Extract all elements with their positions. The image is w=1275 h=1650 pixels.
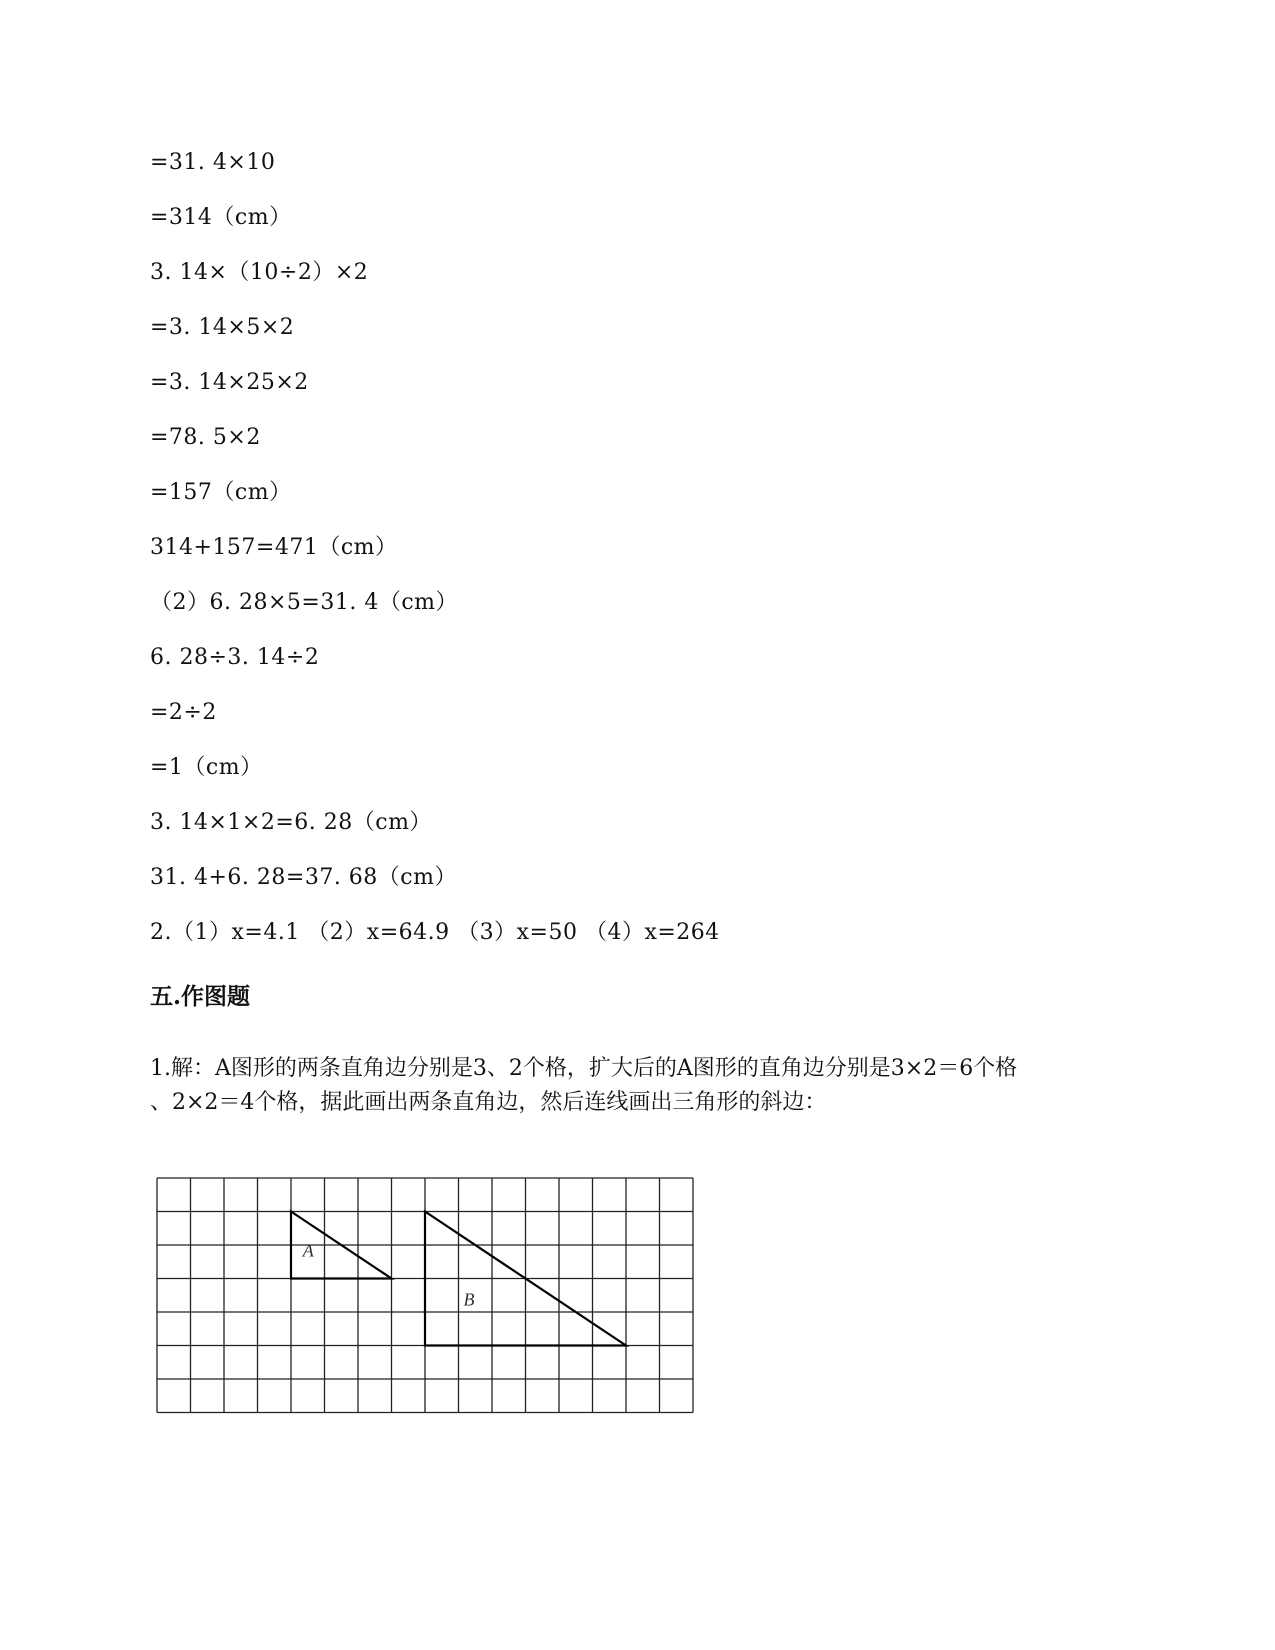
section-heading: 五.作图题: [150, 983, 251, 1010]
calc-line-11: =2÷2: [150, 700, 217, 725]
calc-line-15: 2.（1）x=4.1 （2）x=64.9 （3）x=50 （4）x=264: [150, 920, 720, 945]
calc-line-14: 31. 4+6. 28=37. 68（cm）: [150, 865, 457, 890]
calc-line-12: =1（cm）: [150, 755, 263, 780]
calc-line-1: =31. 4×10: [150, 150, 276, 175]
calc-line-8: 314+157=471（cm）: [150, 535, 398, 560]
grid-figure: [155, 1176, 715, 1416]
calc-line-5: =3. 14×25×2: [150, 370, 309, 395]
calc-line-3: 3. 14×（10÷2）×2: [150, 260, 369, 285]
calc-line-6: =78. 5×2: [150, 425, 261, 450]
calc-line-4: =3. 14×5×2: [150, 315, 295, 340]
answer-line-2: 、2×2＝4个格，据此画出两条直角边，然后连线画出三角形的斜边：: [150, 1090, 827, 1115]
triangle-b-label: B: [463, 1289, 475, 1310]
calc-line-9: （2）6. 28×5=31. 4（cm）: [150, 590, 458, 615]
triangle-a-label: A: [302, 1240, 314, 1261]
calc-line-13: 3. 14×1×2=6. 28（cm）: [150, 810, 432, 835]
calc-line-10: 6. 28÷3. 14÷2: [150, 645, 320, 670]
calc-line-2: =314（cm）: [150, 205, 292, 230]
answer-paragraph: [150, 1052, 1110, 1120]
answer-line-1: 1.解：A图形的两条直角边分别是3、2个格，扩大后的A图形的直角边分别是3×2＝6个格: [150, 1056, 1018, 1081]
calc-line-7: =157（cm）: [150, 480, 292, 505]
